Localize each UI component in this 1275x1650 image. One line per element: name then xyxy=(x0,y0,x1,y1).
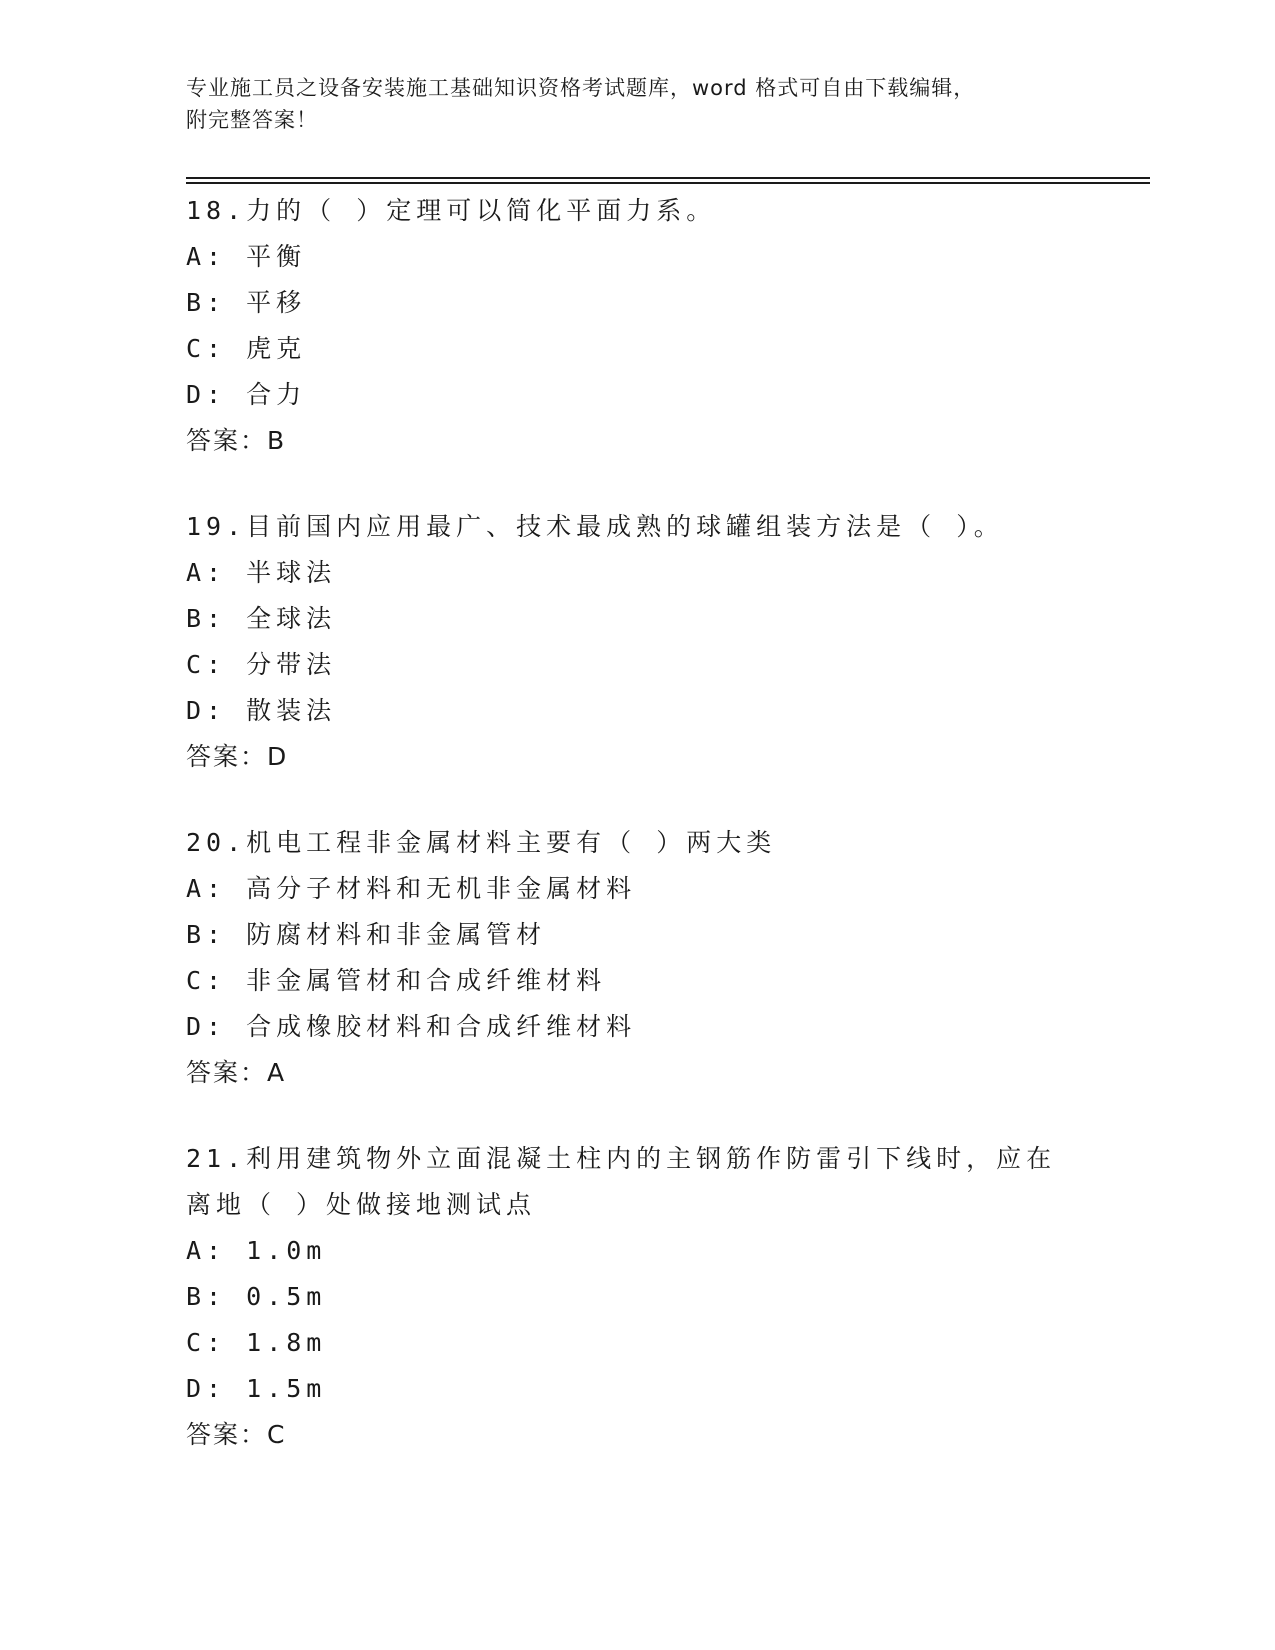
header-line-2: 附完整答案！ xyxy=(186,108,318,132)
option-a: A: 高分子材料和无机非金属材料 xyxy=(186,874,637,903)
answer: 答案：A xyxy=(186,1058,287,1087)
document-header xyxy=(186,72,1086,136)
question-20 xyxy=(186,820,1086,1096)
answer: 答案：B xyxy=(186,426,287,455)
answer: 答案：D xyxy=(186,742,289,771)
option-d: D: 合成橡胶材料和合成纤维材料 xyxy=(186,1012,637,1041)
header-divider-bottom xyxy=(186,182,1150,184)
question-text: 21.利用建筑物外立面混凝土柱内的主钢筋作防雷引下线时，应在离地（ ）处做接地测试点 xyxy=(186,1144,1057,1219)
option-a: A: 1.0m xyxy=(186,1236,327,1265)
option-d: D: 合力 xyxy=(186,380,307,409)
option-c: C: 分带法 xyxy=(186,650,337,679)
question-21 xyxy=(186,1136,1086,1458)
question-text: 18.力的（ ）定理可以简化平面力系。 xyxy=(186,196,717,225)
question-18 xyxy=(186,188,1086,464)
option-a: A: 半球法 xyxy=(186,558,337,587)
option-d: D: 散装法 xyxy=(186,696,337,725)
option-d: D: 1.5m xyxy=(186,1374,327,1403)
option-b: B: 防腐材料和非金属管材 xyxy=(186,920,547,949)
option-b: B: 平移 xyxy=(186,288,307,317)
option-b: B: 0.5m xyxy=(186,1282,327,1311)
answer: 答案：C xyxy=(186,1420,287,1449)
question-19 xyxy=(186,504,1086,780)
option-c: C: 非金属管材和合成纤维材料 xyxy=(186,966,607,995)
option-b: B: 全球法 xyxy=(186,604,337,633)
question-text: 19.目前国内应用最广、技术最成熟的球罐组装方法是（ ）。 xyxy=(186,512,1004,541)
header-divider-top xyxy=(186,177,1150,179)
option-c: C: 1.8m xyxy=(186,1328,327,1357)
option-c: C: 虎克 xyxy=(186,334,307,363)
option-a: A: 平衡 xyxy=(186,242,307,271)
header-line-1: 专业施工员之设备安装施工基础知识资格考试题库，word 格式可自由下载编辑， xyxy=(186,76,976,100)
question-text: 20.机电工程非金属材料主要有（ ）两大类 xyxy=(186,828,777,857)
question-list xyxy=(186,188,1086,1498)
